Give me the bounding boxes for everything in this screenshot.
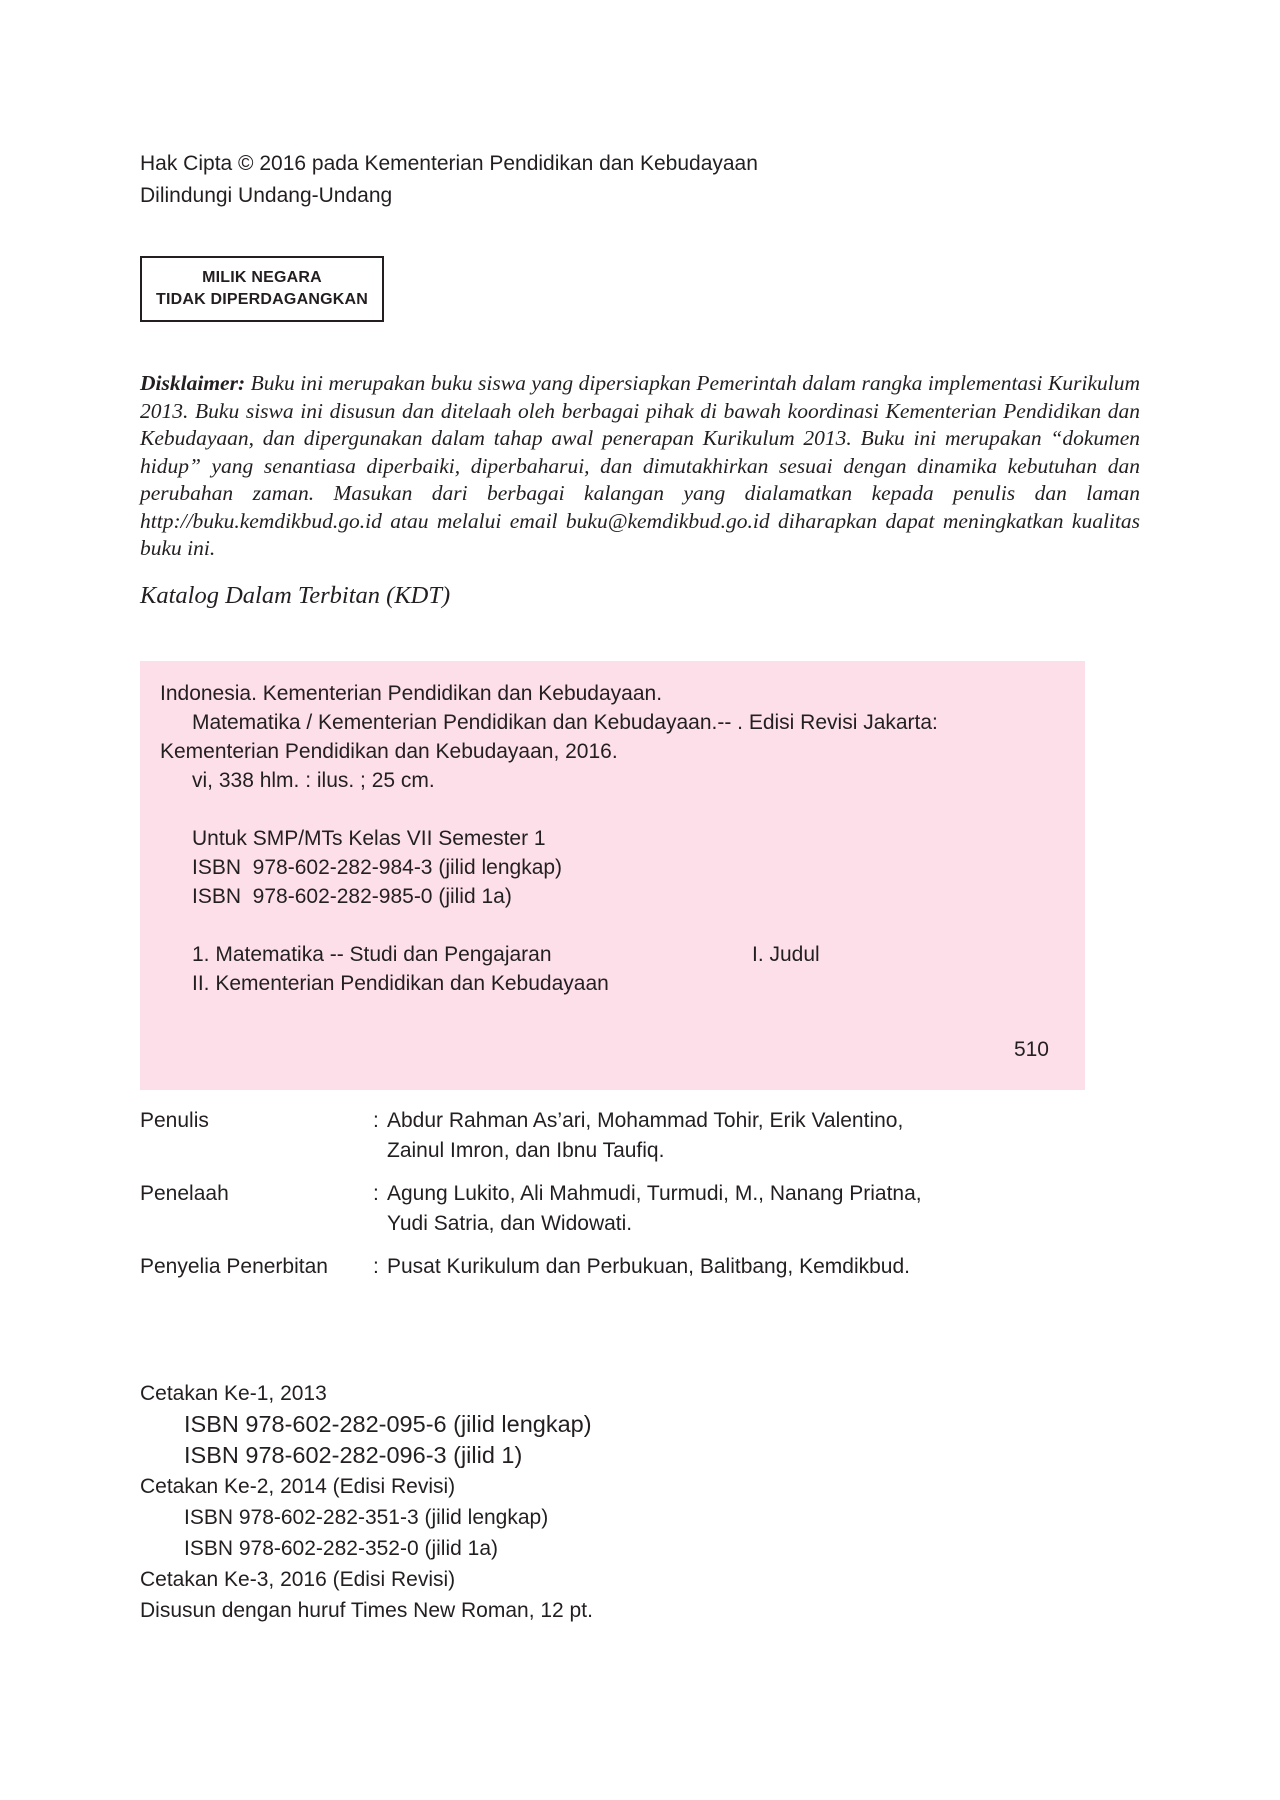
catalog-line: II. Kementerian Pendidikan dan Kebudayaan xyxy=(192,971,609,995)
credit-label: Penyelia Penerbitan xyxy=(140,1254,328,1278)
catalog-title-entry: I. Judul xyxy=(752,942,820,966)
credits-section xyxy=(140,1106,1140,1282)
catalog-line: ISBN 978-602-282-984-3 (jilid lengkap) xyxy=(192,855,563,879)
catalog-line: Kementerian Pendidikan dan Kebudayaan, 2016. xyxy=(160,739,618,763)
catalog-in-publication-box xyxy=(140,661,1085,1090)
printing-history-line: Cetakan Ke-2, 2014 (Edisi Revisi) xyxy=(140,1474,456,1498)
credit-row-penyelia xyxy=(140,1252,1140,1282)
printing-history-line: ISBN 978-602-282-352-0 (jilid 1a) xyxy=(184,1536,499,1560)
credit-label: Penulis xyxy=(140,1108,209,1132)
catalog-line: Matematika / Kementerian Pendidikan dan Kebudayaan.-- . Edisi Revisi Jakarta: xyxy=(192,710,938,734)
printing-history-line: ISBN 978-602-282-351-3 (jilid lengkap) xyxy=(184,1505,549,1529)
catalog-blank-line xyxy=(160,998,1061,1027)
copyright-notice xyxy=(140,148,1140,212)
credit-value-line: Zainul Imron, dan Ibnu Taufiq. xyxy=(387,1138,665,1162)
copyright-line-1: Hak Cipta © 2016 pada Kementerian Pendidikan dan Kebudayaan xyxy=(140,152,758,175)
credit-value-line: Abdur Rahman As’ari, Mohammad Tohir, Erik Valentino, xyxy=(387,1108,904,1132)
printing-history-section xyxy=(140,1378,1140,1626)
catalog-line: Untuk SMP/MTs Kelas VII Semester 1 xyxy=(192,826,546,850)
catalog-line: Indonesia. Kementerian Pendidikan dan Kebudayaan. xyxy=(160,681,663,705)
credit-colon: : xyxy=(373,1108,379,1132)
disclaimer-body: Buku ini merupakan buku siswa yang dipersiapkan Pemerintah dalam rangka implementasi Kurikulum 2013. Buku siswa ini disusun dan ditelaah oleh berbagai pihak di bawah koordinasi Kementerian Pendidikan dan Kebudayaan, dan dipergunakan dalam tahap awal penerapan Kurikulum 2013. Buku ini merupakan “dokumen hidup” yang senantiasa diperbaiki, diperbaharui, dan dimutakhirkan sesuai dengan dinamika kebutuhan dan perubahan zaman. Masukan dari berbagai kalangan yang dialamatkan kepada penulis dan laman http://buku.kemdikbud.go.id atau melalui email buku@kemdikbud.go.id diharapkan dapat meningkatkan kualitas buku ini. xyxy=(140,371,1140,560)
printing-history-line: Cetakan Ke-3, 2016 (Edisi Revisi) xyxy=(140,1567,456,1591)
credit-colon: : xyxy=(373,1181,379,1205)
state-box-line-2: TIDAK DIPERDAGANGKAN xyxy=(156,291,368,308)
disclaimer-label: Disklaimer: xyxy=(140,371,246,395)
copyright-line-2: Dilindungi Undang-Undang xyxy=(140,184,393,207)
credit-row-penulis xyxy=(140,1106,1140,1166)
credit-value xyxy=(387,1106,1140,1166)
catalog-blank-line xyxy=(160,911,1061,940)
catalog-blank-line xyxy=(160,795,1061,824)
credit-value-line: Agung Lukito, Ali Mahmudi, Turmudi, M., Nanang Priatna, xyxy=(387,1181,922,1205)
state-ownership-box xyxy=(140,256,384,322)
catalog-line: vi, 338 hlm. : ilus. ; 25 cm. xyxy=(192,768,435,792)
typeface-note: Disusun dengan huruf Times New Roman, 12 pt. xyxy=(140,1598,593,1622)
catalog-subject-line xyxy=(160,940,1061,969)
catalog-line: ISBN 978-602-282-985-0 (jilid 1a) xyxy=(192,884,512,908)
printing-history-line: Cetakan Ke-1, 2013 xyxy=(140,1381,327,1405)
credit-value-line: Yudi Satria, dan Widowati. xyxy=(387,1211,633,1235)
credit-value xyxy=(387,1252,1140,1282)
printing-history-line: ISBN 978-602-282-096-3 (jilid 1) xyxy=(184,1441,523,1468)
credit-value-line: Pusat Kurikulum dan Perbukuan, Balitbang, Kemdikbud. xyxy=(387,1254,910,1278)
credit-colon: : xyxy=(373,1254,379,1278)
credit-label: Penelaah xyxy=(140,1181,229,1205)
state-box-line-1: MILIK NEGARA xyxy=(202,269,322,286)
printing-history-line: ISBN 978-602-282-095-6 (jilid lengkap) xyxy=(184,1410,592,1437)
kdt-heading: Katalog Dalam Terbitan (KDT) xyxy=(140,581,451,609)
credit-value xyxy=(387,1179,1140,1239)
credit-row-penelaah xyxy=(140,1179,1140,1239)
catalog-subject-entry: 1. Matematika -- Studi dan Pengajaran xyxy=(192,942,552,966)
disclaimer-paragraph xyxy=(140,370,1140,563)
catalog-ddc-number: 510 xyxy=(1013,1037,1049,1061)
